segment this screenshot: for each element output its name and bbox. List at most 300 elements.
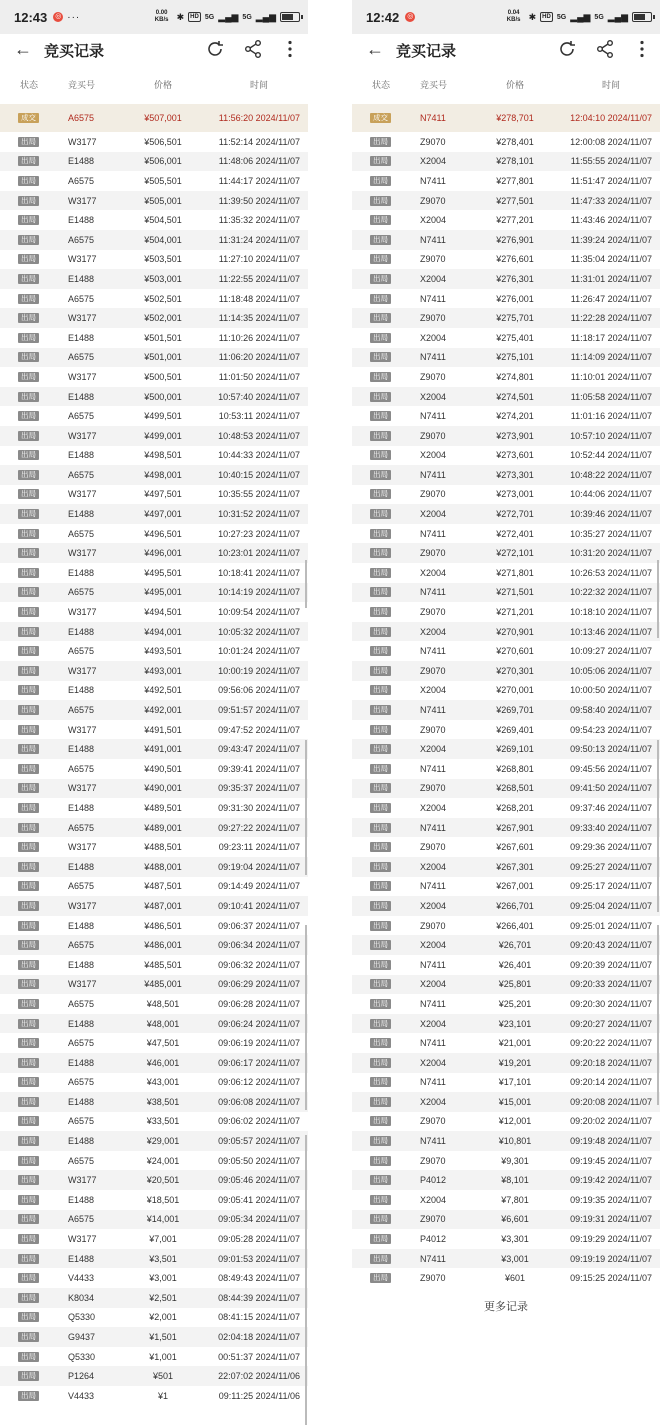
bid-time: 11:31:01 2024/11/07 bbox=[570, 273, 652, 284]
bid-price: ¥270,601 bbox=[496, 646, 534, 657]
bid-row bbox=[352, 857, 660, 877]
bid-price: ¥500,501 bbox=[144, 371, 182, 382]
bid-row bbox=[0, 524, 308, 544]
bid-time: 09:06:29 2024/11/07 bbox=[218, 979, 300, 990]
bid-price: ¥274,801 bbox=[496, 371, 534, 382]
status-badge: 出局 bbox=[18, 294, 39, 304]
scrollbar-2[interactable] bbox=[305, 740, 307, 875]
bid-row bbox=[352, 955, 660, 975]
bid-time: 11:44:17 2024/11/07 bbox=[218, 175, 300, 186]
scrollbar[interactable] bbox=[305, 560, 307, 608]
network-type-2: 5G bbox=[594, 13, 604, 21]
status-badge: 出局 bbox=[370, 333, 391, 343]
status-badge: 出局 bbox=[18, 764, 39, 774]
status-badge: 出局 bbox=[370, 842, 391, 852]
status-badge: 出局 bbox=[370, 156, 391, 166]
bid-time: 09:45:56 2024/11/07 bbox=[570, 763, 652, 774]
status-badge: 出局 bbox=[18, 607, 39, 617]
bidder-number: W3177 bbox=[68, 195, 97, 206]
bidder-number: X2004 bbox=[420, 900, 447, 911]
bidder-number: Z9070 bbox=[420, 195, 446, 206]
status-badge: 出局 bbox=[370, 881, 391, 891]
bid-row bbox=[352, 739, 660, 759]
signal-icon: ▂▄▆ bbox=[570, 11, 591, 22]
bid-row bbox=[352, 681, 660, 701]
status-badge: 出局 bbox=[370, 509, 391, 519]
status-badge: 出局 bbox=[18, 431, 39, 441]
status-badge: 出局 bbox=[18, 1097, 39, 1107]
bid-row bbox=[0, 348, 308, 368]
bid-time: 11:27:10 2024/11/07 bbox=[218, 254, 300, 265]
bidder-number: W3177 bbox=[68, 665, 97, 676]
status-badge: 出局 bbox=[370, 450, 391, 460]
bid-price: ¥23,101 bbox=[498, 1018, 532, 1029]
bid-time: 09:06:34 2024/11/07 bbox=[218, 940, 300, 951]
bid-time: 09:05:57 2024/11/07 bbox=[218, 1136, 300, 1147]
col-bidder: 竞买号 bbox=[420, 79, 448, 90]
bid-price: ¥7,001 bbox=[149, 1234, 177, 1245]
status-badge: 出局 bbox=[18, 470, 39, 480]
status-badge: 出局 bbox=[18, 1156, 39, 1166]
status-badge: 出局 bbox=[18, 1273, 39, 1283]
bid-row bbox=[0, 877, 308, 897]
bid-time: 11:35:32 2024/11/07 bbox=[218, 215, 300, 226]
bid-price: ¥486,001 bbox=[144, 940, 182, 951]
bid-time: 09:19:29 2024/11/07 bbox=[570, 1234, 652, 1245]
bidder-number: X2004 bbox=[420, 450, 447, 461]
bid-price: ¥489,001 bbox=[144, 822, 182, 833]
scrollbar-4[interactable] bbox=[305, 1135, 307, 1425]
bidder-number: W3177 bbox=[68, 254, 97, 265]
status-badge: 出局 bbox=[18, 627, 39, 637]
bid-price: ¥38,501 bbox=[146, 1096, 180, 1107]
status-badge: 出局 bbox=[370, 1195, 391, 1205]
bid-time: 11:51:47 2024/11/07 bbox=[570, 175, 652, 186]
bid-price: ¥21,001 bbox=[498, 1038, 532, 1049]
bid-row bbox=[0, 1033, 308, 1053]
screen-left bbox=[0, 0, 308, 1427]
bid-price: ¥14,001 bbox=[146, 1214, 180, 1225]
bidder-number: X2004 bbox=[420, 156, 447, 167]
bid-time: 09:06:24 2024/11/07 bbox=[218, 1018, 300, 1029]
bid-row bbox=[0, 720, 308, 740]
bid-row bbox=[352, 269, 660, 289]
bid-price: ¥496,001 bbox=[144, 548, 182, 559]
status-badge: 出局 bbox=[18, 1019, 39, 1029]
bid-row bbox=[352, 1073, 660, 1093]
back-arrow-icon[interactable]: ← bbox=[14, 39, 32, 59]
bid-row bbox=[0, 1073, 308, 1093]
bid-time: 10:13:46 2024/11/07 bbox=[570, 626, 652, 637]
bid-time: 09:25:17 2024/11/07 bbox=[570, 881, 652, 892]
bid-row bbox=[0, 857, 308, 877]
scrollbar[interactable] bbox=[657, 560, 659, 638]
bid-row bbox=[0, 935, 308, 955]
status-badge: 出局 bbox=[370, 411, 391, 421]
bid-time: 09:06:17 2024/11/07 bbox=[218, 1057, 300, 1068]
bid-row bbox=[0, 1308, 308, 1328]
bidder-number: N7411 bbox=[420, 352, 446, 363]
bid-row bbox=[0, 465, 308, 485]
bidder-number: X2004 bbox=[420, 626, 447, 637]
bid-time: 08:41:15 2024/11/07 bbox=[218, 1312, 300, 1323]
bid-price: ¥503,001 bbox=[144, 273, 182, 284]
bidder-number: X2004 bbox=[420, 332, 447, 343]
bid-row bbox=[0, 622, 308, 642]
status-badge: 出局 bbox=[18, 411, 39, 421]
status-badge: 出局 bbox=[18, 274, 39, 284]
status-badge: 出局 bbox=[370, 627, 391, 637]
bid-price: ¥504,501 bbox=[144, 215, 182, 226]
bid-row bbox=[352, 328, 660, 348]
bidder-number: N7411 bbox=[420, 705, 446, 716]
bid-row bbox=[352, 583, 660, 603]
status-badge: 出局 bbox=[370, 1234, 391, 1244]
status-badge: 出局 bbox=[18, 1058, 39, 1068]
status-badge: 出局 bbox=[18, 1175, 39, 1185]
bidder-number: V4433 bbox=[68, 1273, 95, 1284]
bid-price: ¥7,801 bbox=[501, 1194, 529, 1205]
bidder-number: X2004 bbox=[420, 979, 447, 990]
bidder-number: A6575 bbox=[68, 352, 95, 363]
bid-time: 09:19:04 2024/11/07 bbox=[218, 861, 300, 872]
status-badge: 出局 bbox=[18, 705, 39, 715]
bidder-number: A6575 bbox=[68, 293, 95, 304]
bid-row bbox=[0, 269, 308, 289]
status-badge: 出局 bbox=[18, 254, 39, 264]
bidder-number: A6575 bbox=[68, 646, 95, 657]
bidder-number: E1488 bbox=[68, 626, 95, 637]
bid-row bbox=[0, 152, 308, 172]
bid-time: 09:43:47 2024/11/07 bbox=[218, 744, 300, 755]
bid-price: ¥26,701 bbox=[498, 940, 532, 951]
bid-price: ¥497,501 bbox=[144, 489, 182, 500]
bid-time: 09:41:50 2024/11/07 bbox=[570, 783, 652, 794]
bidder-number: E1488 bbox=[68, 1057, 95, 1068]
bid-time: 09:33:40 2024/11/07 bbox=[570, 822, 652, 833]
bidder-number: A6575 bbox=[68, 234, 95, 245]
bidder-number: E1488 bbox=[68, 685, 95, 696]
bid-price: ¥6,601 bbox=[501, 1214, 529, 1225]
refresh-icon[interactable] bbox=[204, 38, 226, 60]
bluetooth-icon: ✱ bbox=[528, 11, 537, 22]
bid-price: ¥496,501 bbox=[144, 528, 182, 539]
bid-price: ¥497,001 bbox=[144, 509, 182, 520]
bid-price: ¥274,501 bbox=[496, 391, 534, 402]
bid-row bbox=[352, 877, 660, 897]
bid-time: 11:01:50 2024/11/07 bbox=[218, 371, 300, 382]
bid-row bbox=[352, 916, 660, 936]
bidder-number: N7411 bbox=[420, 959, 446, 970]
bid-time: 10:18:10 2024/11/07 bbox=[570, 607, 652, 618]
bid-price: ¥490,001 bbox=[144, 783, 182, 794]
bid-time: 11:39:50 2024/11/07 bbox=[218, 195, 300, 206]
bid-row bbox=[352, 250, 660, 270]
bidder-number: E1488 bbox=[68, 450, 95, 461]
col-time: 时间 bbox=[601, 79, 620, 90]
bid-price: ¥489,501 bbox=[144, 802, 182, 813]
bid-price: ¥267,001 bbox=[496, 881, 534, 892]
bid-price: ¥15,001 bbox=[498, 1096, 532, 1107]
status-badge: 出局 bbox=[370, 1214, 391, 1224]
network-speed: 0.04 KB/s bbox=[506, 10, 521, 23]
bid-row bbox=[352, 994, 660, 1014]
bid-price: ¥504,001 bbox=[144, 234, 182, 245]
bidder-number: Z9070 bbox=[420, 313, 446, 324]
bid-row bbox=[352, 485, 660, 505]
bid-time: 11:48:06 2024/11/07 bbox=[218, 156, 300, 167]
status-badge: 出局 bbox=[370, 646, 391, 656]
status-badge: 出局 bbox=[370, 901, 391, 911]
bid-price: ¥491,001 bbox=[144, 744, 182, 755]
bidder-number: E1488 bbox=[68, 1018, 95, 1029]
more-options-icon[interactable] bbox=[279, 38, 301, 60]
bid-row bbox=[352, 641, 660, 661]
bid-row bbox=[0, 563, 308, 583]
status-badge: 成交 bbox=[18, 113, 39, 123]
bid-row bbox=[0, 230, 308, 250]
bidder-number: A6575 bbox=[68, 1077, 95, 1088]
bid-price: ¥270,901 bbox=[496, 626, 534, 637]
bid-time: 11:43:46 2024/11/07 bbox=[570, 215, 652, 226]
status-badge: 出局 bbox=[370, 666, 391, 676]
more-notifications-icon: ··· bbox=[67, 11, 81, 23]
bid-price: ¥268,801 bbox=[496, 763, 534, 774]
scrollbar-3[interactable] bbox=[657, 925, 659, 1105]
status-badge: 出局 bbox=[18, 587, 39, 597]
status-badge: 出局 bbox=[370, 744, 391, 754]
bidder-number: N7411 bbox=[420, 881, 446, 892]
bidder-number: Z9070 bbox=[420, 548, 446, 559]
scrollbar-3[interactable] bbox=[305, 925, 307, 1110]
table-header bbox=[0, 64, 308, 104]
bid-price: ¥485,001 bbox=[144, 979, 182, 990]
bid-time: 09:25:01 2024/11/07 bbox=[570, 920, 652, 931]
bid-price: ¥47,501 bbox=[146, 1038, 180, 1049]
status-badge: 出局 bbox=[370, 568, 391, 578]
bid-row bbox=[0, 739, 308, 759]
status-badge: 出局 bbox=[370, 1038, 391, 1048]
bid-price: ¥488,001 bbox=[144, 861, 182, 872]
bid-time: 10:48:53 2024/11/07 bbox=[218, 430, 300, 441]
status-badge: 出局 bbox=[370, 215, 391, 225]
bid-price: ¥501,501 bbox=[144, 332, 182, 343]
bid-time: 11:22:55 2024/11/07 bbox=[218, 273, 300, 284]
bidder-number: N7411 bbox=[420, 293, 446, 304]
bid-row bbox=[352, 1053, 660, 1073]
status-badge: 出局 bbox=[370, 587, 391, 597]
bid-time: 11:39:24 2024/11/07 bbox=[570, 234, 652, 245]
bidder-number: E1488 bbox=[68, 920, 95, 931]
bid-row bbox=[0, 328, 308, 348]
bid-price: ¥1,001 bbox=[149, 1351, 177, 1362]
bid-time: 09:20:02 2024/11/07 bbox=[570, 1116, 652, 1127]
bid-row bbox=[0, 426, 308, 446]
status-badge: 出局 bbox=[370, 1116, 391, 1126]
back-arrow-icon[interactable]: ← bbox=[366, 39, 384, 59]
status-badge: 出局 bbox=[18, 823, 39, 833]
bidder-number: E1488 bbox=[68, 959, 95, 970]
bid-time: 10:39:46 2024/11/07 bbox=[570, 509, 652, 520]
more-records-button[interactable]: 更多记录 bbox=[352, 1288, 660, 1326]
bid-price: ¥270,301 bbox=[496, 665, 534, 676]
bid-price: ¥2,001 bbox=[149, 1312, 177, 1323]
bid-row bbox=[352, 210, 660, 230]
bid-price: ¥274,201 bbox=[496, 411, 534, 422]
bid-row bbox=[352, 896, 660, 916]
bid-price: ¥505,001 bbox=[144, 195, 182, 206]
bid-time: 10:22:32 2024/11/07 bbox=[570, 587, 652, 598]
app-notification-icon: ◎ bbox=[55, 13, 62, 20]
refresh-icon[interactable] bbox=[556, 38, 578, 60]
bid-time: 22:07:02 2024/11/06 bbox=[218, 1371, 300, 1382]
bid-price: ¥267,901 bbox=[496, 822, 534, 833]
status-badge: 出局 bbox=[370, 725, 391, 735]
bid-time: 10:52:44 2024/11/07 bbox=[570, 450, 652, 461]
bid-row bbox=[0, 759, 308, 779]
bidder-number: N7411 bbox=[420, 234, 446, 245]
bid-price: ¥506,501 bbox=[144, 136, 182, 147]
status-badge: 出局 bbox=[18, 137, 39, 147]
bidder-number: W3177 bbox=[68, 1234, 97, 1245]
status-badge: 出局 bbox=[18, 450, 39, 460]
status-badge: 出局 bbox=[370, 783, 391, 793]
bid-price: ¥494,501 bbox=[144, 607, 182, 618]
bidder-number: A6575 bbox=[68, 1214, 95, 1225]
bidder-number: X2004 bbox=[420, 1057, 447, 1068]
bid-price: ¥275,701 bbox=[496, 313, 534, 324]
status-badge: 出局 bbox=[370, 823, 391, 833]
bid-time: 09:05:41 2024/11/07 bbox=[218, 1194, 300, 1205]
status-time: 12:43 bbox=[14, 9, 48, 25]
scrollbar-2[interactable] bbox=[657, 740, 659, 912]
bid-time: 09:05:46 2024/11/07 bbox=[218, 1175, 300, 1186]
bid-price: ¥273,301 bbox=[496, 469, 534, 480]
status-badge: 出局 bbox=[370, 1254, 391, 1264]
status-badge: 出局 bbox=[370, 1273, 391, 1283]
bid-price: ¥268,501 bbox=[496, 783, 534, 794]
bid-time: 09:20:08 2024/11/07 bbox=[570, 1096, 652, 1107]
bidder-number: Z9070 bbox=[420, 1273, 446, 1284]
bid-row bbox=[352, 700, 660, 720]
bid-time: 10:09:54 2024/11/07 bbox=[218, 607, 300, 618]
bid-price: ¥1,501 bbox=[149, 1332, 177, 1343]
bid-price: ¥269,701 bbox=[496, 705, 534, 716]
status-badge: 成交 bbox=[370, 113, 391, 123]
bid-time: 09:39:41 2024/11/07 bbox=[218, 763, 300, 774]
bid-time: 10:35:27 2024/11/07 bbox=[570, 528, 652, 539]
bidder-number: E1488 bbox=[68, 861, 95, 872]
bid-price: ¥494,001 bbox=[144, 626, 182, 637]
signal-icon-2: ▂▄▆ bbox=[607, 11, 628, 22]
status-badge: 出局 bbox=[18, 1391, 39, 1401]
bid-time: 11:18:17 2024/11/07 bbox=[570, 332, 652, 343]
bid-row bbox=[352, 230, 660, 250]
bid-price: ¥498,501 bbox=[144, 450, 182, 461]
bid-time: 10:44:06 2024/11/07 bbox=[570, 489, 652, 500]
bid-price: ¥25,201 bbox=[498, 998, 532, 1009]
bidder-number: A6575 bbox=[68, 113, 95, 123]
bidder-number: A6575 bbox=[68, 881, 95, 892]
bid-time: 10:09:27 2024/11/07 bbox=[570, 646, 652, 657]
signal-icon-2: ▂▄▆ bbox=[255, 11, 276, 22]
bid-time: 09:19:35 2024/11/07 bbox=[570, 1194, 652, 1205]
bid-row bbox=[0, 406, 308, 426]
bid-row bbox=[352, 406, 660, 426]
bid-price: ¥273,001 bbox=[496, 489, 534, 500]
bidder-number: N7411 bbox=[420, 175, 446, 186]
bid-row bbox=[352, 720, 660, 740]
share-icon[interactable] bbox=[594, 38, 616, 60]
bid-price: ¥33,501 bbox=[146, 1116, 180, 1127]
bidder-number: A6575 bbox=[68, 587, 95, 598]
bid-price: ¥278,401 bbox=[496, 136, 534, 147]
bidder-number: W3177 bbox=[68, 313, 97, 324]
bid-price: ¥29,001 bbox=[146, 1136, 180, 1147]
nav-bar bbox=[352, 34, 660, 64]
status-bar bbox=[352, 0, 660, 34]
bid-time: 11:52:14 2024/11/07 bbox=[218, 136, 300, 147]
bidder-number: W3177 bbox=[68, 979, 97, 990]
bidder-number: Z9070 bbox=[420, 665, 446, 676]
bid-row bbox=[0, 387, 308, 407]
bid-time: 09:10:41 2024/11/07 bbox=[218, 900, 300, 911]
bid-price: ¥18,501 bbox=[146, 1194, 180, 1205]
bid-price: ¥266,401 bbox=[496, 920, 534, 931]
status-badge: 出局 bbox=[18, 313, 39, 323]
bid-time: 00:51:37 2024/11/07 bbox=[218, 1351, 300, 1362]
bid-row bbox=[352, 779, 660, 799]
status-badge: 出局 bbox=[370, 921, 391, 931]
bid-row bbox=[352, 367, 660, 387]
bidder-number: Q5330 bbox=[68, 1312, 96, 1323]
bid-row bbox=[0, 1053, 308, 1073]
bid-price: ¥267,301 bbox=[496, 861, 534, 872]
col-price: 价格 bbox=[505, 79, 524, 90]
bid-time: 09:06:12 2024/11/07 bbox=[218, 1077, 300, 1088]
bidder-number: X2004 bbox=[420, 1018, 447, 1029]
bidder-number: W3177 bbox=[68, 136, 97, 147]
bid-price: ¥601 bbox=[504, 1273, 526, 1284]
bid-price: ¥3,001 bbox=[149, 1273, 177, 1284]
bidder-number: P4012 bbox=[420, 1234, 447, 1245]
bid-time: 09:05:28 2024/11/07 bbox=[218, 1234, 300, 1245]
bidder-number: X2004 bbox=[420, 861, 447, 872]
bid-price: ¥268,201 bbox=[496, 802, 534, 813]
bid-price: ¥493,001 bbox=[144, 665, 182, 676]
bid-price: ¥2,501 bbox=[149, 1292, 177, 1303]
status-badge: 出局 bbox=[370, 960, 391, 970]
bidder-number: W3177 bbox=[68, 900, 97, 911]
more-options-icon[interactable] bbox=[631, 38, 653, 60]
bidder-number: A6575 bbox=[68, 822, 95, 833]
bid-row bbox=[0, 583, 308, 603]
bidder-number: X2004 bbox=[420, 802, 447, 813]
bid-price: ¥273,601 bbox=[496, 450, 534, 461]
bidder-number: N7411 bbox=[420, 998, 446, 1009]
bid-time: 08:44:39 2024/11/07 bbox=[218, 1292, 300, 1303]
share-icon[interactable] bbox=[242, 38, 264, 60]
bid-time: 11:14:09 2024/11/07 bbox=[570, 352, 652, 363]
bidder-number: W3177 bbox=[68, 548, 97, 559]
bidder-number: X2004 bbox=[420, 391, 447, 402]
status-badge: 出局 bbox=[18, 1371, 39, 1381]
bid-time: 09:20:22 2024/11/07 bbox=[570, 1038, 652, 1049]
bid-price: ¥492,001 bbox=[144, 705, 182, 716]
bid-row bbox=[352, 1131, 660, 1151]
bid-price: ¥48,001 bbox=[146, 1018, 180, 1029]
bid-time: 10:31:52 2024/11/07 bbox=[218, 509, 300, 520]
